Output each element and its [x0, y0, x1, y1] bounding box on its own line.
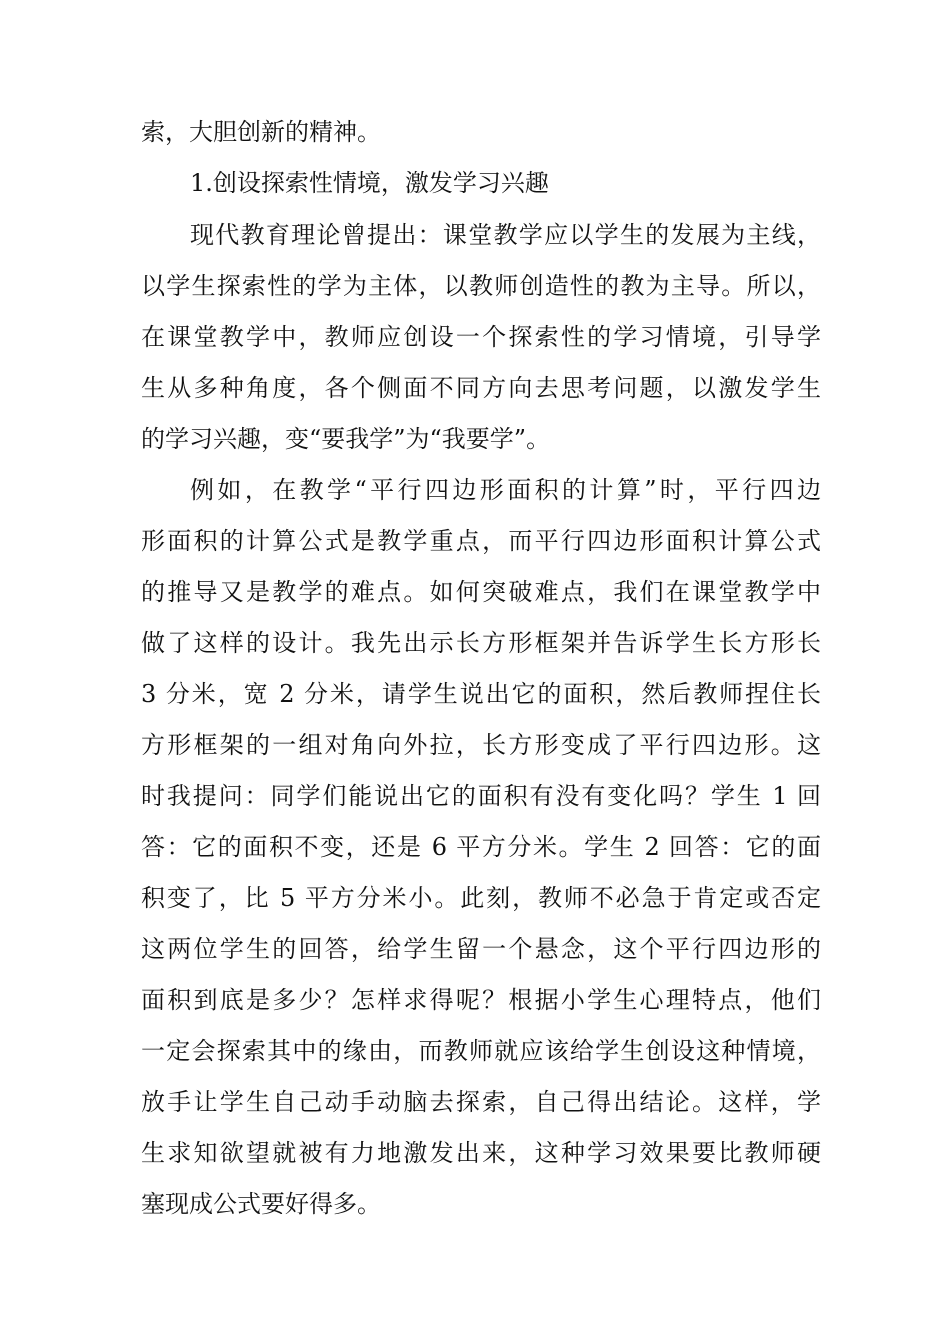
paragraph-line: 积变了，比 5 平方分米小。此刻，教师不必急于肯定或否定 — [141, 884, 821, 912]
paragraph-line: 生从多种角度，各个侧面不同方向去思考问题，以激发学生 — [141, 374, 821, 402]
paragraph-line: 做了这样的设计。我先出示长方形框架并告诉学生长方形长 — [141, 629, 821, 657]
paragraph-line: 以学生探索性的学为主体，以教师创造性的教为主导。所以， — [141, 272, 821, 300]
paragraph-line: 现代教育理论曾提出：课堂教学应以学生的发展为主线， — [190, 221, 821, 249]
paragraph-line: 3 分米，宽 2 分米，请学生说出它的面积，然后教师捏住长 — [141, 680, 821, 708]
paragraph-line: 的学习兴趣，变“要我学”为“我要学”。 — [141, 425, 551, 453]
text-line: 索，大胆创新的精神。 — [141, 118, 381, 146]
paragraph-line: 方形框架的一组对角向外拉，长方形变成了平行四边形。这 — [141, 731, 821, 759]
paragraph-line: 形面积的计算公式是教学重点，而平行四边形面积计算公式 — [141, 527, 821, 555]
paragraph-line: 一定会探索其中的缘由，而教师就应该给学生创设这种情境， — [141, 1037, 821, 1065]
paragraph-line: 的推导又是教学的难点。如何突破难点，我们在课堂教学中 — [141, 578, 821, 606]
paragraph-line: 例如，在教学“平行四边形面积的计算”时，平行四边 — [190, 476, 821, 504]
paragraph-line: 答：它的面积不变，还是 6 平方分米。学生 2 回答：它的面 — [141, 833, 821, 861]
paragraph-line: 面积到底是多少？怎样求得呢？根据小学生心理特点，他们 — [141, 986, 821, 1014]
paragraph-line: 放手让学生自己动手动脑去探索，自己得出结论。这样，学 — [141, 1088, 821, 1116]
paragraph-line: 时我提问：同学们能说出它的面积有没有变化吗？学生 1 回 — [141, 782, 821, 810]
paragraph-line: 生求知欲望就被有力地激发出来，这种学习效果要比教师硬 — [141, 1139, 821, 1167]
paragraph-line: 这两位学生的回答，给学生留一个悬念，这个平行四边形的 — [141, 935, 821, 963]
paragraph-line: 在课堂教学中，教师应创设一个探索性的学习情境，引导学 — [141, 323, 821, 351]
section-heading: 1.创设探索性情境，激发学习兴趣 — [190, 169, 549, 197]
paragraph-line: 塞现成公式要好得多。 — [141, 1190, 381, 1218]
